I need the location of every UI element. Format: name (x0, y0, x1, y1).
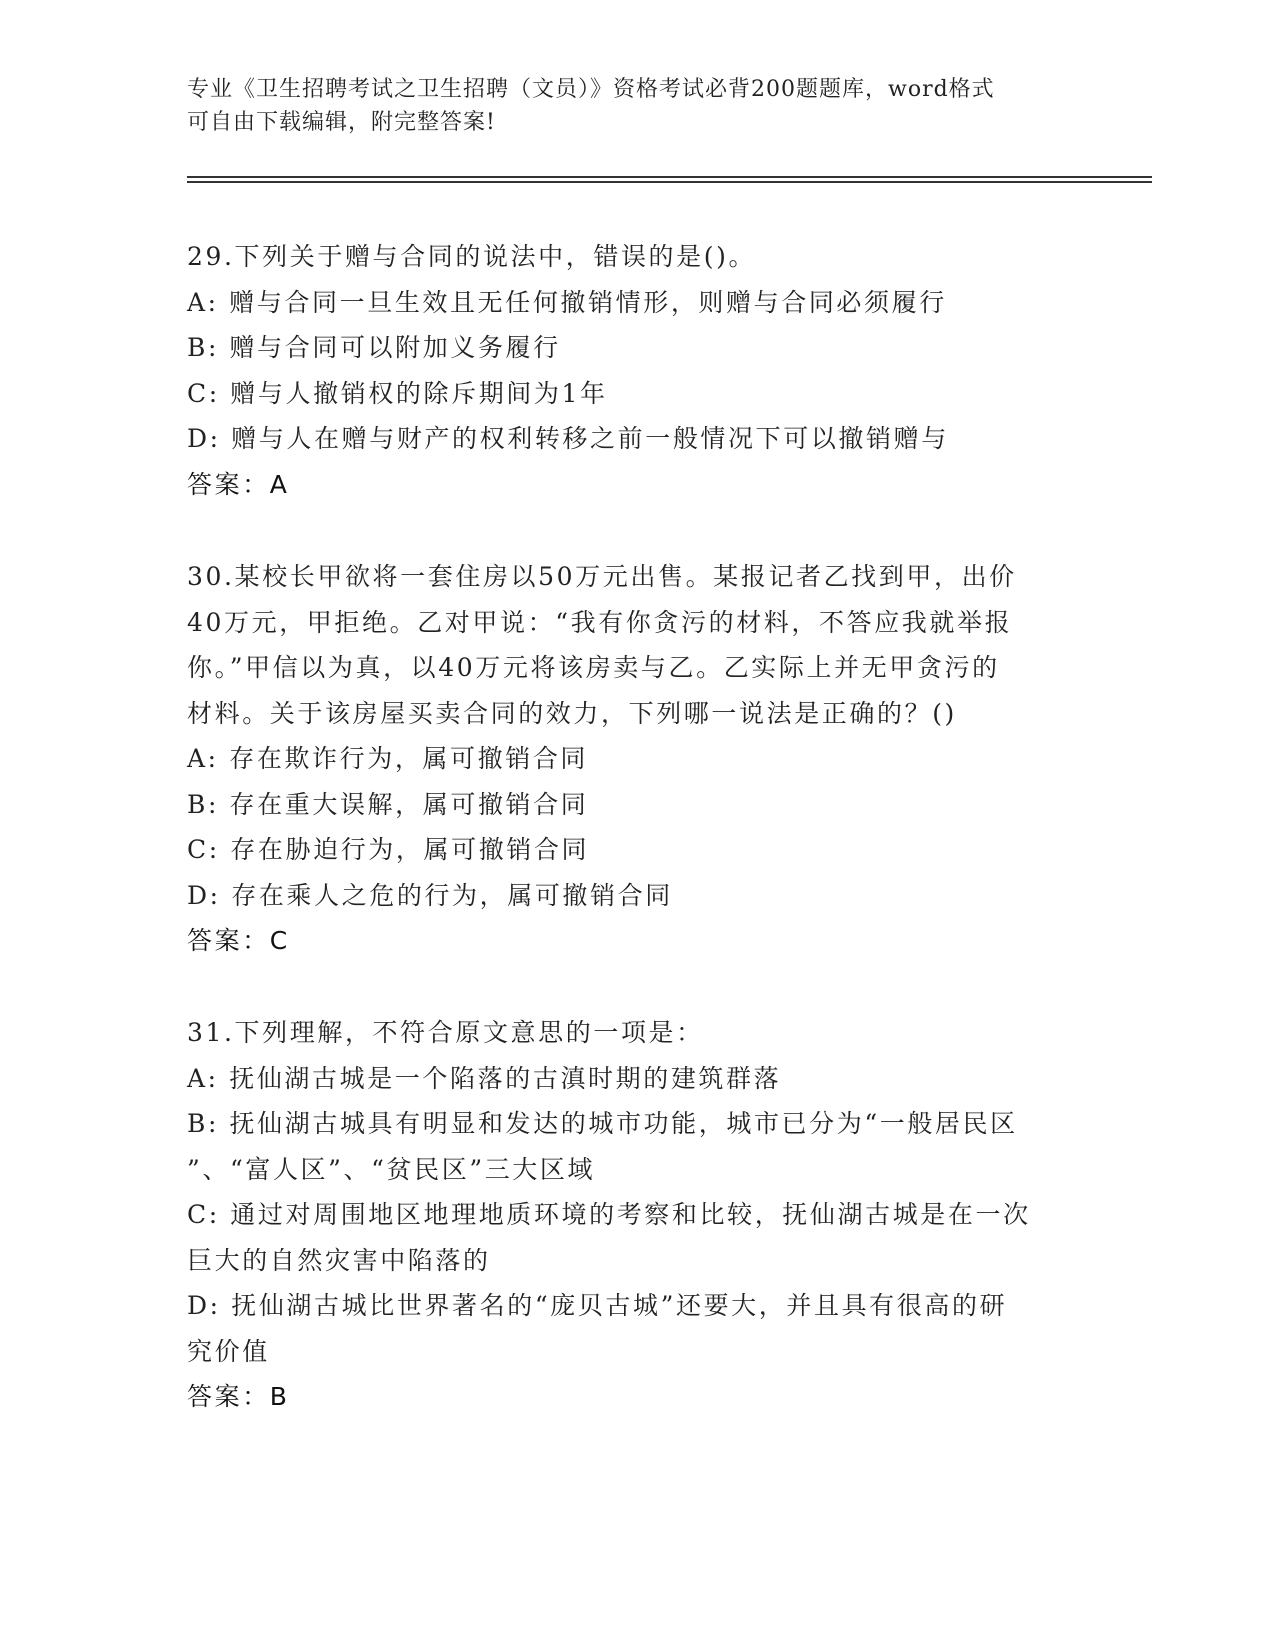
question-30 (187, 554, 1087, 964)
question-29 (187, 234, 1087, 507)
option-d: D: 赠与人在赠与财产的权利转移之前一般情况下可以撤销赠与 (187, 424, 949, 453)
option-a: A: 存在欺诈行为，属可撤销合同 (187, 744, 589, 773)
option-c-continued: 巨大的自然灾害中陷落的 (187, 1245, 491, 1275)
option-b-continued: ”、“富人区”、“贫民区”三大区域 (187, 1154, 596, 1184)
answer-label: 答案：B (187, 1382, 290, 1411)
header-divider-bottom (187, 181, 1152, 183)
option-a: A: 赠与合同一旦生效且无任何撤销情形，则赠与合同必须履行 (187, 287, 947, 317)
header-line-2: 可自由下载编辑，附完整答案! (187, 110, 496, 135)
header-divider-top (187, 176, 1152, 178)
question-stem: 30.某校长甲欲将一套住房以50万元出售。某报记者乙找到甲，出价 (187, 562, 1017, 591)
answer-label: 答案：C (187, 926, 290, 955)
question-stem: 29.下列关于赠与合同的说法中，错误的是()。 (187, 242, 757, 271)
question-stem: 材料。关于该房屋买卖合同的效力，下列哪一说法是正确的？() (187, 698, 957, 728)
option-c: C: 通过对周围地区地理地质环境的考察和比较，抚仙湖古城是在一次 (187, 1200, 1031, 1229)
document-header (187, 73, 1087, 139)
option-d: D: 抚仙湖古城比世界著名的“庞贝古城”还要大，并且具有很高的研 (187, 1291, 1008, 1320)
question-stem: 40万元，甲拒绝。乙对甲说：“我有你贪污的材料，不答应我就举报 (187, 607, 1013, 637)
question-stem: 31.下列理解，不符合原文意思的一项是： (187, 1018, 704, 1047)
option-d-continued: 究价值 (187, 1336, 270, 1366)
question-stem: 你。”甲信以为真，以40万元将该房卖与乙。乙实际上并无甲贪污的 (187, 653, 1000, 682)
option-d: D: 存在乘人之危的行为，属可撤销合同 (187, 880, 673, 910)
option-b: B: 赠与合同可以附加义务履行 (187, 333, 561, 362)
option-b: B: 存在重大误解，属可撤销合同 (187, 789, 589, 819)
option-c: C: 存在胁迫行为，属可撤销合同 (187, 835, 590, 864)
option-c: C: 赠与人撤销权的除斥期间为1年 (187, 378, 608, 408)
question-31 (187, 1010, 1087, 1420)
option-a: A: 抚仙湖古城是一个陷落的古滇时期的建筑群落 (187, 1063, 782, 1093)
option-b: B: 抚仙湖古城具有明显和发达的城市功能，城市已分为“一般居民区 (187, 1109, 1018, 1138)
answer-label: 答案：A (187, 469, 290, 499)
header-line-1: 专业《卫生招聘考试之卫生招聘（文员）》资格考试必背200题题库，word格式 (187, 77, 995, 102)
